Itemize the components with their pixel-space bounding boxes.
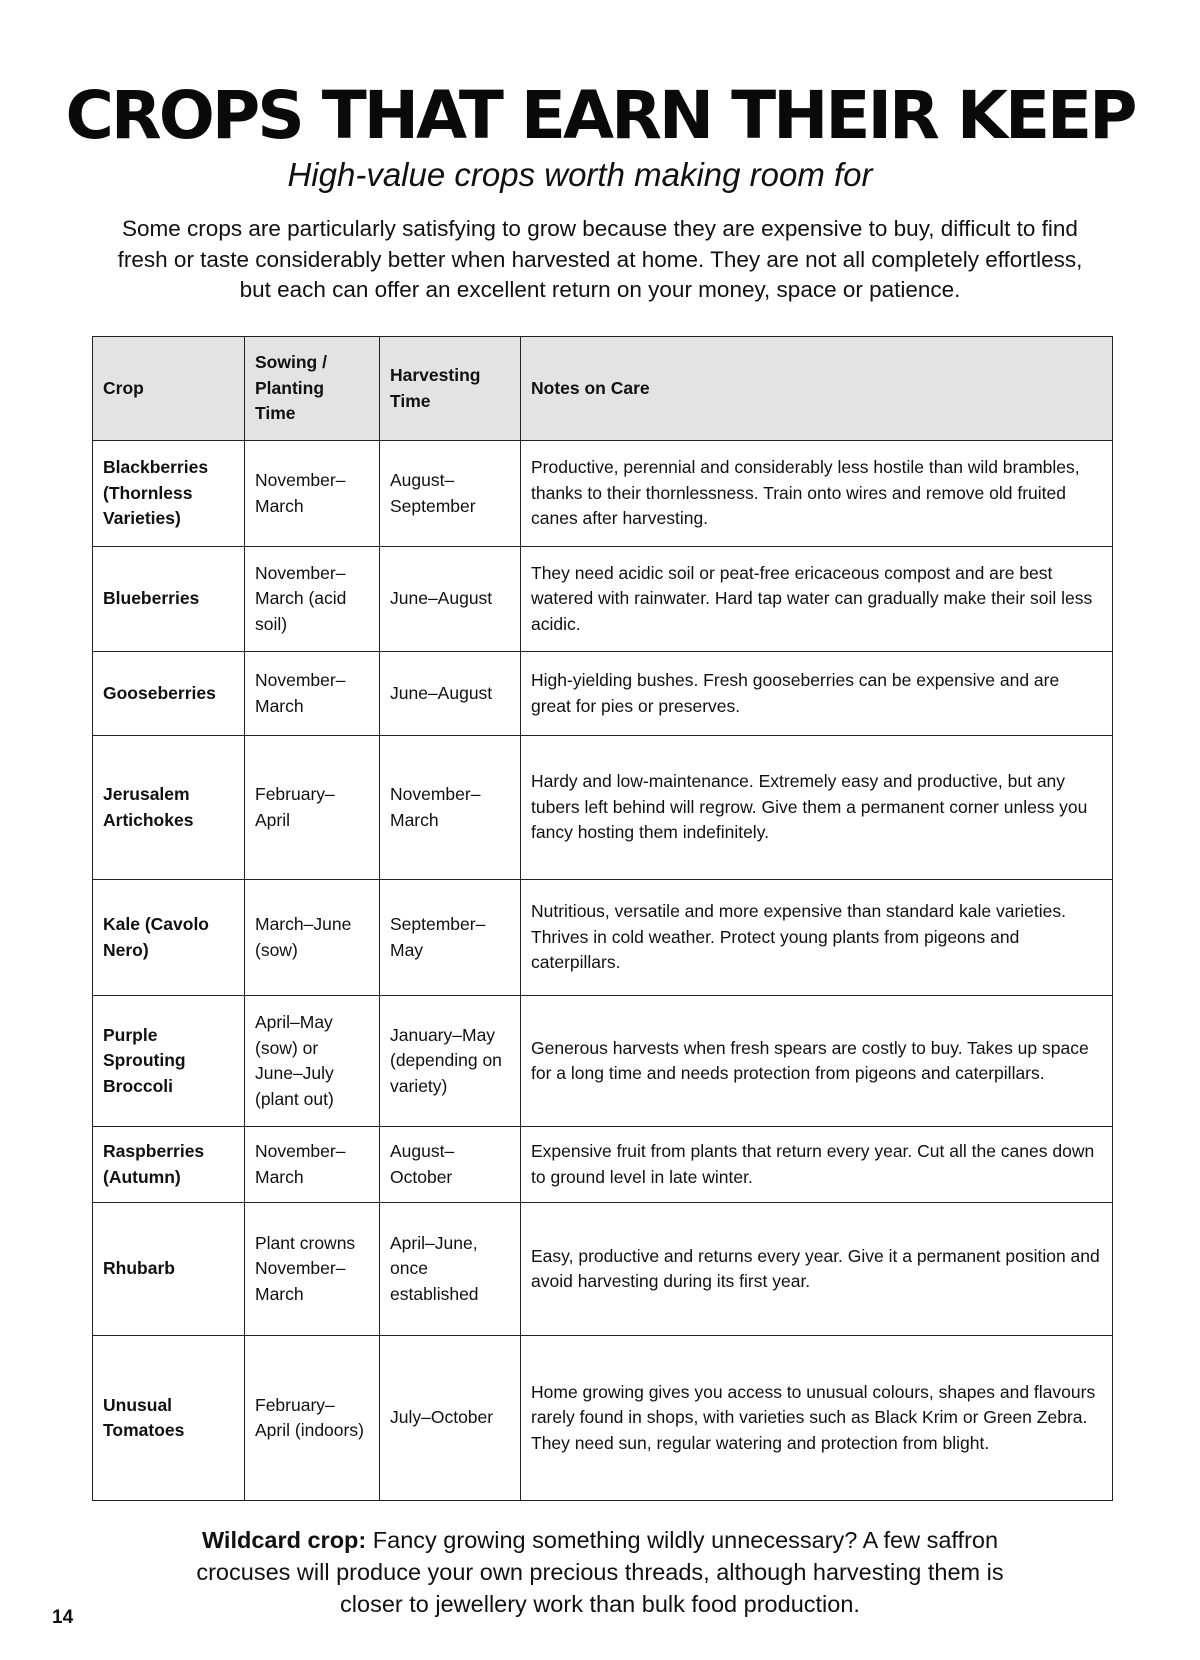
crop-name: Kale (Cavolo Nero) — [93, 880, 245, 996]
intro-paragraph: Some crops are particularly satisfying to grow because they are expensive to buy, difficult to find fresh or taste considerably better when harvested at home. They are not all completely effortless, but each can offer an excellent return on your money, space or patience. — [117, 216, 1083, 302]
table-row — [93, 652, 1113, 736]
harvesting-time: April–June, once established — [380, 1203, 521, 1336]
header-crop: Crop — [93, 337, 245, 441]
page-subtitle: High-value crops worth making room for — [287, 156, 873, 193]
crop-name: Gooseberries — [93, 652, 245, 736]
header-notes-on-care: Notes on Care — [521, 337, 1113, 441]
care-notes: Generous harvests when fresh spears are costly to buy. Takes up space for a long time and needs protection from pigeons and caterpillars. — [521, 996, 1113, 1127]
sowing-time: February–April — [245, 736, 380, 880]
sowing-time: Plant crowns November–March — [245, 1203, 380, 1336]
table-row — [93, 996, 1113, 1127]
harvesting-time: August–September — [380, 441, 521, 547]
crop-name: Blueberries — [93, 547, 245, 652]
harvesting-time: August–October — [380, 1127, 521, 1203]
table-header-row — [93, 337, 1113, 441]
table-row — [93, 547, 1113, 652]
crop-name: Jerusalem Artichokes — [93, 736, 245, 880]
table-row — [93, 1336, 1113, 1501]
harvesting-time: November–March — [380, 736, 521, 880]
harvesting-time: January–May (depending on variety) — [380, 996, 521, 1127]
sowing-time: November–March — [245, 441, 380, 547]
table-row — [93, 1203, 1113, 1336]
care-notes: Home growing gives you access to unusual colours, shapes and flavours rarely found in shops, with varieties such as Black Krim or Green Zebra. They need sun, regular watering and protection from blight. — [521, 1336, 1113, 1501]
crop-name: Rhubarb — [93, 1203, 245, 1336]
header-sowing-time: Sowing / Planting Time — [245, 337, 380, 441]
sowing-time: April–May (sow) or June–July (plant out) — [245, 996, 380, 1127]
wildcard-label: Wildcard crop: — [201, 1527, 367, 1553]
sowing-time: November–March (acid soil) — [245, 547, 380, 652]
care-notes: They need acidic soil or peat-free ericaceous compost and are best watered with rainwater. Hard tap water can gradually make their soil less acidic. — [521, 547, 1113, 652]
wildcard-text: Fancy growing something wildly unnecessary? A few saffron crocuses will produce your own precious threads, although harvesting them is closer to jewellery work than bulk food production. — [196, 1527, 1004, 1617]
crop-name: Unusual Tomatoes — [93, 1336, 245, 1501]
page-number: 14 — [52, 1607, 74, 1628]
table-row — [93, 1127, 1113, 1203]
crop-name: Raspberries (Autumn) — [93, 1127, 245, 1203]
care-notes: Easy, productive and returns every year. Give it a permanent position and avoid harvesting during its first year. — [521, 1203, 1113, 1336]
care-notes: Expensive fruit from plants that return every year. Cut all the canes down to ground level in late winter. — [521, 1127, 1113, 1203]
crop-name: Purple Sprouting Broccoli — [93, 996, 245, 1127]
sowing-time: February–April (indoors) — [245, 1336, 380, 1501]
sowing-time: November–March — [245, 652, 380, 736]
care-notes: Hardy and low-maintenance. Extremely easy and productive, but any tubers left behind will regrow. Give them a permanent corner unless you fancy hosting them indefinitely. — [521, 736, 1113, 880]
harvesting-time: July–October — [380, 1336, 521, 1501]
sowing-time: November–March — [245, 1127, 380, 1203]
harvesting-time: June–August — [380, 547, 521, 652]
wildcard-note — [180, 1524, 1020, 1620]
care-notes: Nutritious, versatile and more expensive than standard kale varieties. Thrives in cold weather. Protect young plants from pigeons and caterpillars. — [521, 880, 1113, 996]
care-notes: Productive, perennial and considerably less hostile than wild brambles, thanks to their thornlessness. Train onto wires and remove old fruited canes after harvesting. — [521, 441, 1113, 547]
page-title: CROPS THAT EARN THEIR KEEP — [65, 77, 1135, 154]
table-row — [93, 736, 1113, 880]
table-row — [93, 441, 1113, 547]
sowing-time: March–June (sow) — [245, 880, 380, 996]
header-harvesting-time: Harvesting Time — [380, 337, 521, 441]
care-notes: High-yielding bushes. Fresh gooseberries can be expensive and are great for pies or preserves. — [521, 652, 1113, 736]
crop-name: Blackberries (Thornless Varieties) — [93, 441, 245, 547]
crops-table — [92, 336, 1113, 1501]
harvesting-time: June–August — [380, 652, 521, 736]
harvesting-time: September–May — [380, 880, 521, 996]
table-row — [93, 880, 1113, 996]
